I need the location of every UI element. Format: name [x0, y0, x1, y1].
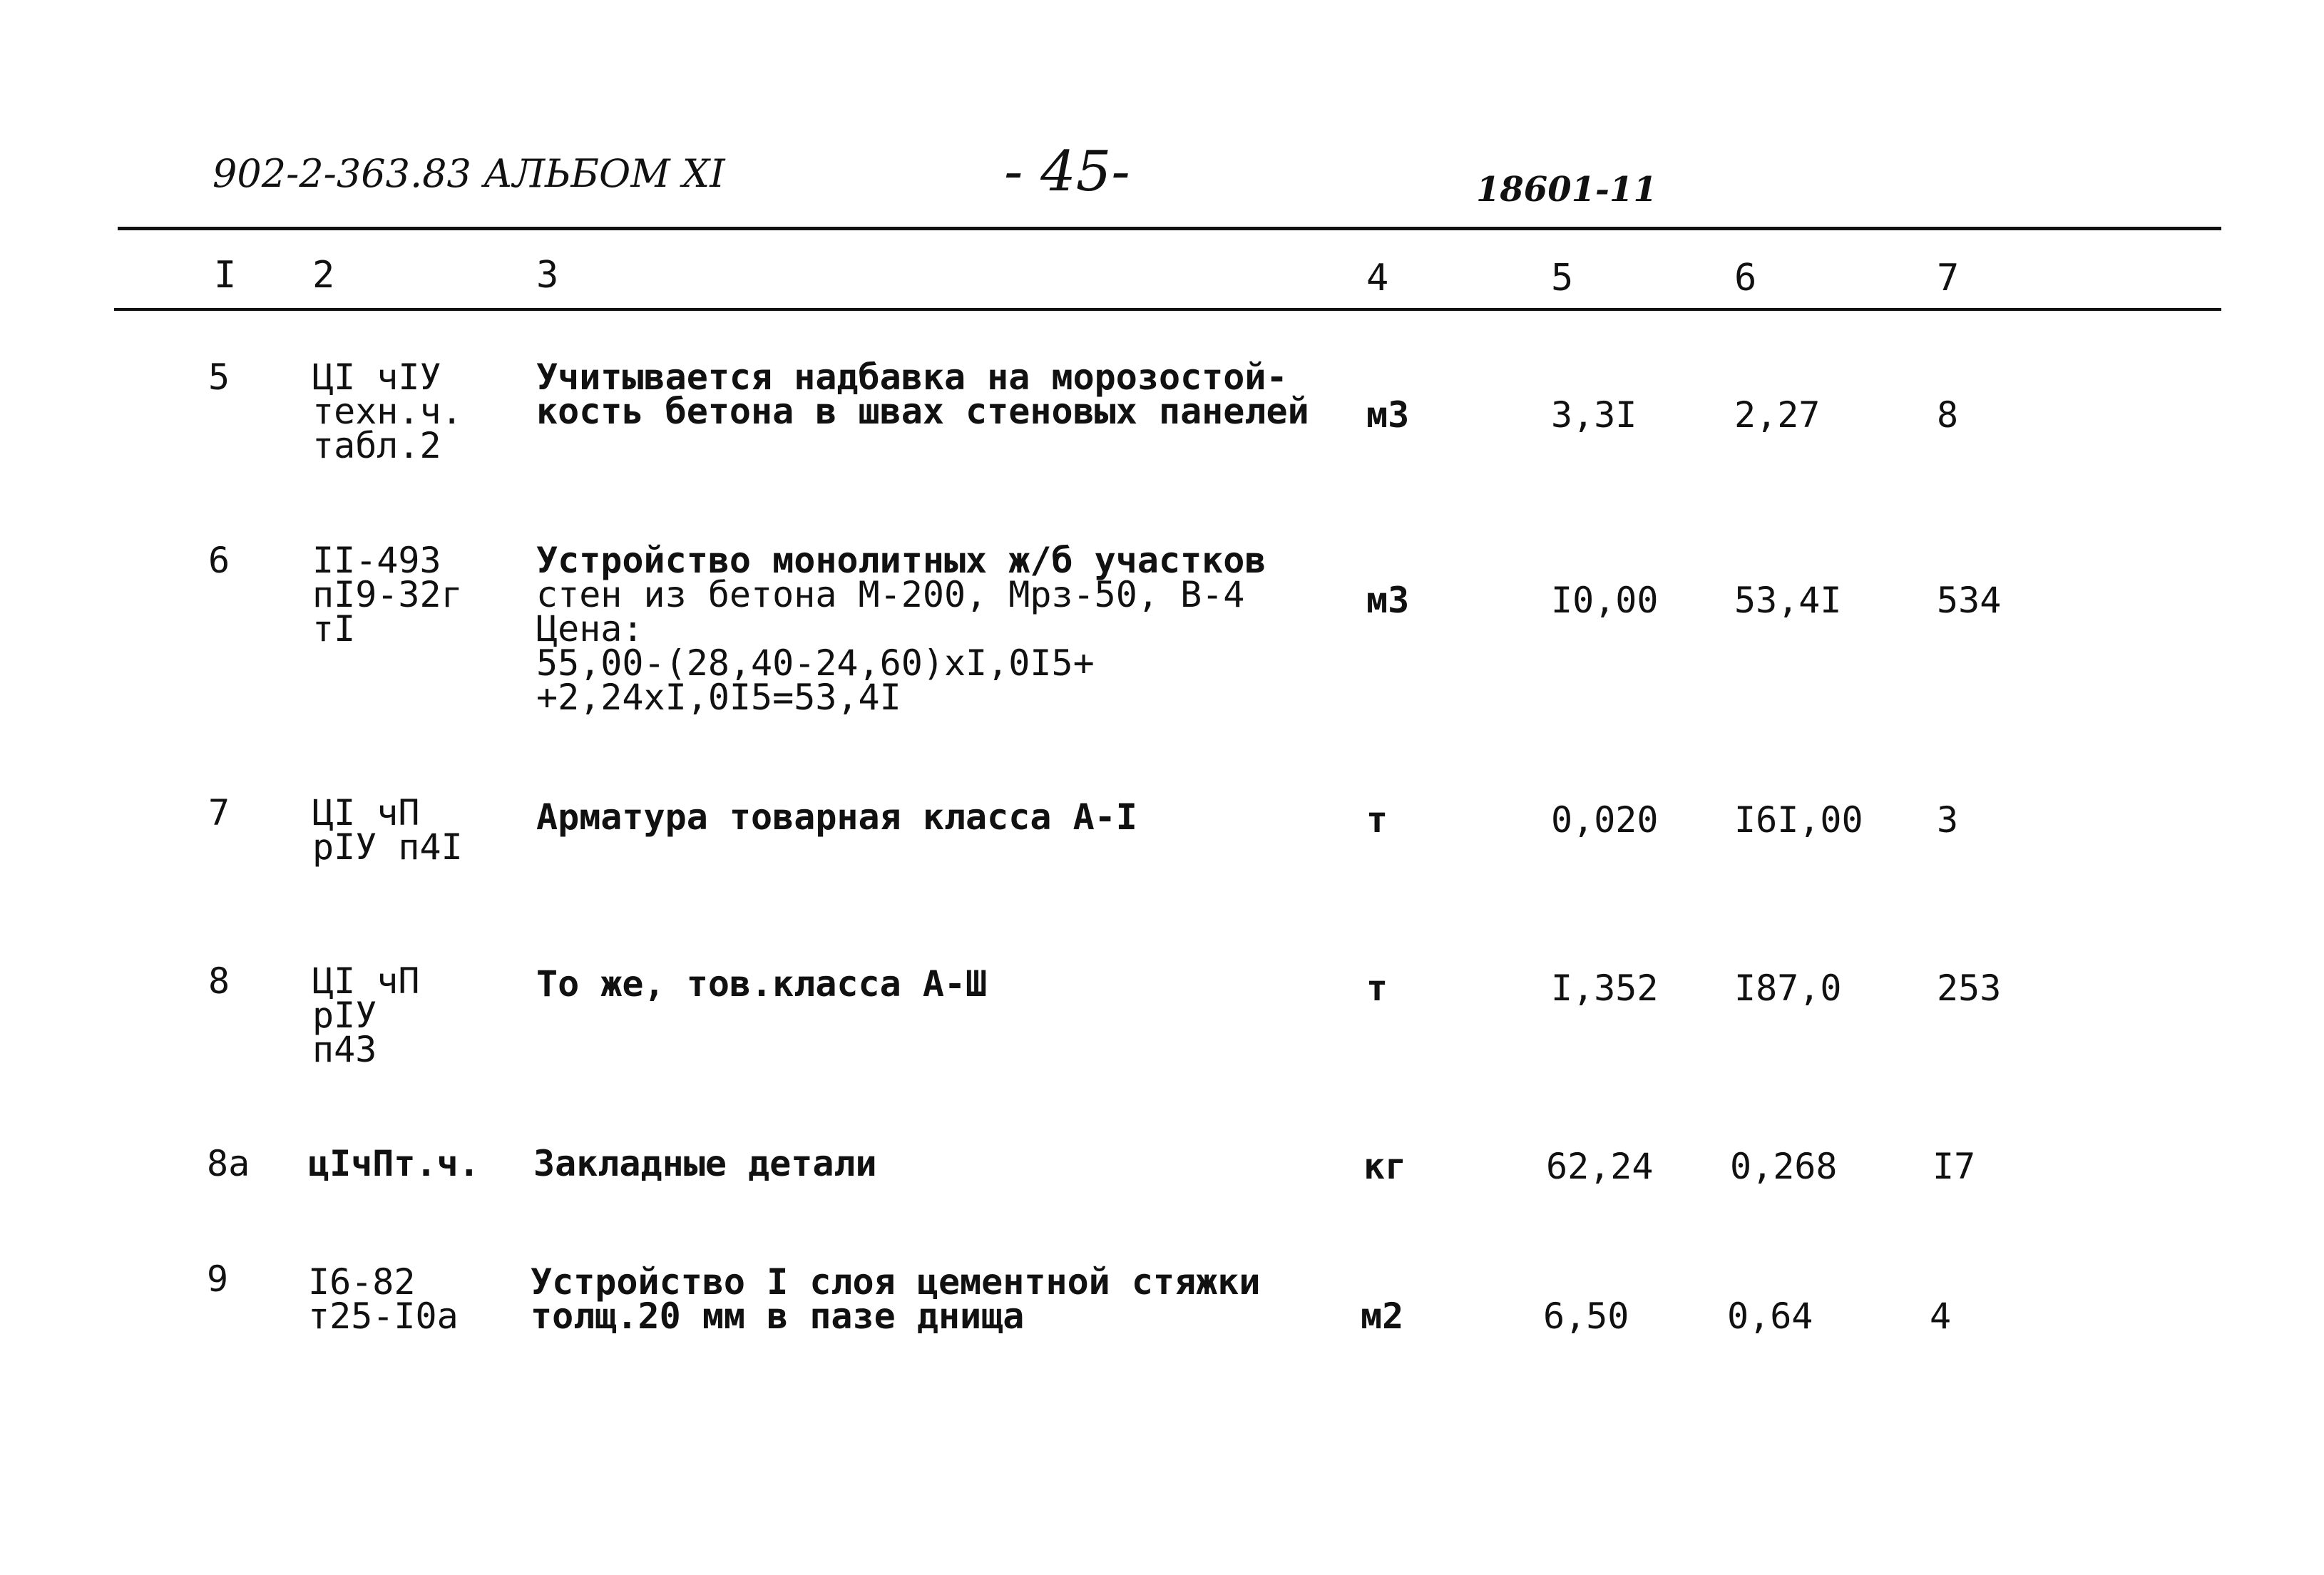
sheet-id: 18601-11	[1476, 170, 1657, 210]
row-code-line: тI	[312, 608, 356, 650]
page-number: - 45-	[1004, 140, 1130, 204]
row-number: 5	[208, 356, 230, 398]
row-quantity: 62,24	[1546, 1146, 1654, 1187]
header-bottom-rule	[114, 308, 2221, 311]
row-total: 253	[1937, 968, 2002, 1009]
row-total: 534	[1937, 580, 2002, 621]
row-description-line: Закладные детали	[533, 1143, 877, 1184]
row-code-line: пI9-32г	[312, 574, 463, 615]
row-quantity: I,352	[1551, 968, 1659, 1009]
row-code-line: I6-82	[308, 1261, 416, 1303]
row-description-line: 55,00-(28,40-24,60)хI,0I5+	[536, 642, 1095, 684]
row-number: 6	[208, 540, 230, 581]
row-number: 8	[208, 960, 230, 1002]
row-unit: м3	[1366, 580, 1410, 621]
row-description-line: толщ.20 мм в пазе днища	[531, 1296, 1025, 1337]
row-description-line: То же, тов.класса А-Ш	[536, 963, 988, 1005]
row-description-line: +2,24хI,0I5=53,4I	[536, 677, 901, 718]
row-code-line: рIУ	[312, 995, 377, 1036]
row-price: I6I,00	[1734, 799, 1863, 841]
row-unit: т	[1366, 968, 1388, 1009]
row-total: 3	[1937, 799, 1959, 841]
row-price: 2,27	[1734, 394, 1821, 436]
row-code-line: п43	[312, 1029, 377, 1070]
row-code-line: ЦI чIУ	[312, 356, 441, 398]
row-code-line: т25-I0а	[308, 1296, 459, 1337]
row-unit: м2	[1361, 1296, 1404, 1337]
row-code-line: ЦI чП	[312, 792, 420, 833]
row-price: 53,4I	[1734, 580, 1842, 621]
row-unit: т	[1366, 799, 1388, 841]
row-code-line: техн.ч.	[312, 391, 463, 432]
header-top-rule	[118, 227, 2221, 230]
document-code: 902-2-363.83 АЛЬБОМ XI	[213, 151, 725, 196]
row-number: 8а	[207, 1143, 250, 1184]
column-number-3: 3	[536, 254, 559, 297]
row-description-line: Устройство монолитных ж/б участков	[536, 540, 1266, 581]
row-code-line: ЦI чП	[312, 960, 420, 1002]
row-unit: кг	[1363, 1146, 1407, 1187]
row-description-line: кость бетона в швах стеновых панелей	[536, 391, 1309, 432]
row-description-line: Учитывается надбавка на морозостой-	[536, 356, 1288, 398]
row-number: 7	[208, 792, 230, 833]
column-number-5: 5	[1551, 257, 1574, 299]
row-code-line: цIчПт.ч.	[308, 1143, 480, 1184]
row-description-line: Цена:	[536, 608, 644, 650]
row-total: I7	[1933, 1146, 1976, 1187]
row-price: I87,0	[1734, 968, 1842, 1009]
column-number-2: 2	[312, 254, 335, 297]
row-quantity: 3,3I	[1551, 394, 1637, 436]
row-description-line: Арматура товарная класса А-I	[536, 796, 1137, 838]
row-total: 4	[1930, 1296, 1952, 1337]
column-number-4: 4	[1366, 257, 1389, 299]
row-quantity: 6,50	[1543, 1296, 1629, 1337]
row-code-line: табл.2	[312, 425, 441, 466]
row-unit: м3	[1366, 394, 1410, 436]
row-price: 0,268	[1730, 1146, 1838, 1187]
column-number-6: 6	[1734, 257, 1757, 299]
row-total: 8	[1937, 394, 1959, 436]
row-description-line: Устройство I слоя цементной стяжки	[531, 1261, 1261, 1303]
row-number: 9	[207, 1258, 229, 1300]
column-number-1: I	[214, 254, 237, 297]
row-quantity: 0,020	[1551, 799, 1659, 841]
row-quantity: I0,00	[1551, 580, 1659, 621]
column-number-7: 7	[1937, 257, 1960, 299]
row-code-line: рIУ п4I	[312, 826, 463, 868]
row-description-line: стен из бетона М-200, Мрз-50, В-4	[536, 574, 1245, 615]
row-code-line: II-493	[312, 540, 441, 581]
row-price: 0,64	[1727, 1296, 1813, 1337]
